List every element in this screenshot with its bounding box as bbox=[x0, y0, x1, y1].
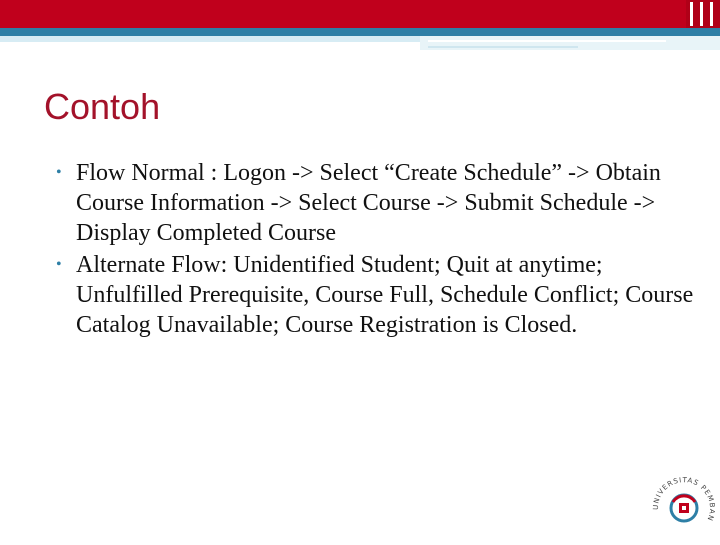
header-band-red bbox=[0, 0, 720, 28]
bullet-item bbox=[56, 250, 696, 340]
header-stripe bbox=[700, 2, 703, 26]
header-band-blue bbox=[0, 28, 720, 36]
logo-text: UNIVERSITAS PEMBAN bbox=[651, 476, 717, 523]
bullet-text: Flow Normal : Logon -> Select “Create Schedule” -> Obtain Course Information -> Select Course -> Submit Schedule -> Display Completed Course bbox=[76, 160, 661, 246]
university-seal-icon bbox=[646, 458, 720, 540]
header-divider-line bbox=[428, 46, 578, 48]
header-stripe bbox=[690, 2, 693, 26]
bullet-dot: • bbox=[56, 256, 62, 273]
university-logo bbox=[646, 458, 720, 540]
bullet-text: Alternate Flow: Unidentified Student; Quit at anytime; Unfulfilled Prerequisite, Course Full, Schedule Conflict; Course Catalog Unavailable; Course Registration is Closed. bbox=[76, 252, 694, 338]
bullet-dot: • bbox=[56, 164, 62, 181]
header-divider-line bbox=[428, 40, 666, 42]
slide-title: Contoh bbox=[44, 86, 161, 127]
bullet-list bbox=[56, 158, 696, 342]
header-stripe bbox=[710, 2, 713, 26]
bullet-item bbox=[56, 158, 696, 248]
